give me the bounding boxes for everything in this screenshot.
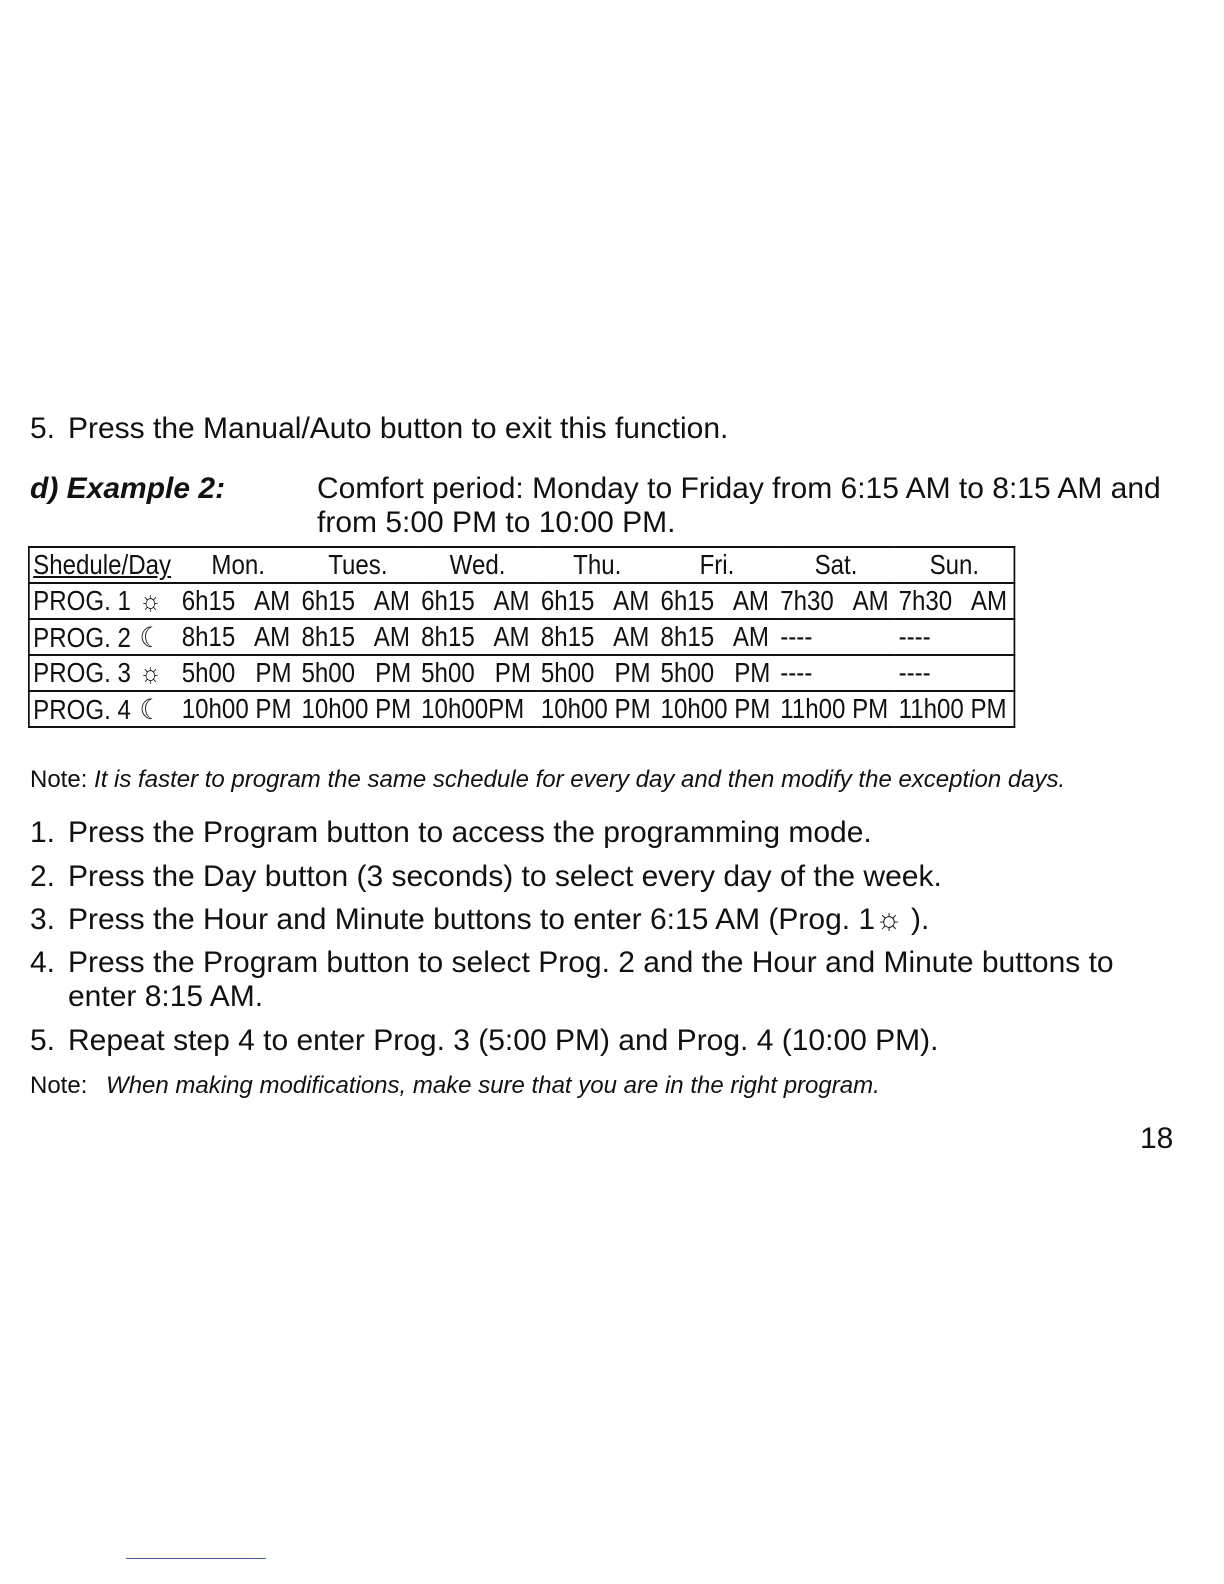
table-cell: ----	[895, 655, 1014, 691]
example-line-2: from 5:00 PM to 10:00 PM.	[317, 506, 676, 539]
table-cell: ----	[777, 619, 895, 655]
note-2	[30, 1072, 880, 1100]
note-text: It is faster to program the same schedule for every day and then modify the exception days.	[94, 766, 1066, 793]
step-number: 2.	[30, 860, 56, 893]
step-text: Press the Day button (3 seconds) to select every day of the week.	[68, 860, 942, 893]
step-text: Press the Manual/Auto button to exit this function.	[68, 412, 729, 445]
step-text: Press the Program button to select Prog. 2 and the Hour and Minute buttons to	[68, 946, 1114, 979]
moon-icon: ☾	[139, 621, 162, 653]
table-cell: 6h15 AM	[298, 583, 418, 619]
header-cell: Fri.	[657, 547, 777, 583]
moon-icon: ☾	[139, 693, 162, 725]
table-cell: ----	[777, 655, 895, 691]
note-label: Note:	[30, 766, 88, 793]
table-cell: 5h00 PM	[418, 655, 538, 691]
program-label: PROG. 1	[33, 585, 131, 616]
program-label: PROG. 4	[33, 693, 131, 725]
table-cell: ----	[895, 619, 1014, 655]
table-cell: 10h00 PM	[178, 691, 298, 727]
program-label: PROG. 3	[33, 657, 131, 688]
program-cell	[29, 655, 178, 691]
example-line-1: Comfort period: Monday to Friday from 6:15 AM to 8:15 AM and	[317, 472, 1161, 505]
step-number: 1.	[30, 816, 56, 849]
table-cell: 5h00 PM	[298, 655, 418, 691]
example-label: d) Example 2:	[30, 472, 226, 505]
step-number: 3.	[30, 903, 56, 936]
step-number: 5.	[30, 1024, 56, 1057]
header-cell: Tues.	[298, 547, 418, 583]
table-cell: 7h30 AM	[895, 583, 1014, 619]
table-cell: 5h00 PM	[178, 655, 298, 691]
header-cell: Wed.	[418, 547, 538, 583]
note-label: Note:	[30, 1072, 88, 1099]
table-cell: 8h15 AM	[537, 619, 657, 655]
step-2	[30, 860, 942, 894]
step-3	[30, 903, 929, 937]
table-cell: 8h15 AM	[178, 619, 298, 655]
schedule-table	[28, 546, 1015, 728]
footer-rule	[126, 1558, 266, 1559]
table-cell: 10h00PM	[418, 691, 538, 727]
header-cell: Sun.	[895, 547, 1014, 583]
note-text: When making modifications, make sure that you are in the right program.	[106, 1072, 880, 1099]
step-text: Repeat step 4 to enter Prog. 3 (5:00 PM) and Prog. 4 (10:00 PM).	[68, 1024, 939, 1057]
table-cell: 11h00 PM	[895, 691, 1014, 727]
step-1	[30, 816, 872, 850]
table-cell: 6h15 AM	[418, 583, 538, 619]
step-text: Press the Hour and Minute buttons to enter 6:15 AM (Prog. 1	[68, 903, 876, 936]
table-row	[29, 691, 1015, 727]
step-text: Press the Program button to access the programming mode.	[68, 816, 872, 849]
note-1	[30, 766, 1065, 794]
table-row	[29, 655, 1015, 691]
step-5	[30, 1024, 938, 1058]
program-cell	[29, 583, 178, 619]
step-5-top	[30, 412, 728, 446]
page-number: 18	[1140, 1122, 1174, 1155]
table-cell: 10h00 PM	[298, 691, 418, 727]
table-cell: 6h15 AM	[537, 583, 657, 619]
table-cell: 8h15 AM	[657, 619, 777, 655]
step-number: 4.	[30, 946, 56, 979]
program-cell	[29, 619, 178, 655]
table-cell: 11h00 PM	[777, 691, 895, 727]
program-cell	[29, 691, 178, 727]
step-4	[30, 946, 1114, 980]
table-row	[29, 619, 1015, 655]
table-cell: 10h00 PM	[657, 691, 777, 727]
table-cell: 6h15 AM	[657, 583, 777, 619]
header-cell: Mon.	[178, 547, 298, 583]
sun-icon: ☼	[139, 657, 162, 688]
sun-icon: ☼	[139, 585, 162, 616]
table-cell: 8h15 AM	[298, 619, 418, 655]
header-cell: Thu.	[537, 547, 657, 583]
step-number: 5.	[30, 412, 56, 445]
table-cell: 10h00 PM	[537, 691, 657, 727]
sun-icon: ☼	[875, 903, 903, 936]
table-cell: 7h30 AM	[777, 583, 895, 619]
step-4-continued: enter 8:15 AM.	[68, 980, 264, 1013]
program-label: PROG. 2	[33, 621, 131, 653]
table-row	[29, 583, 1015, 619]
step-text-end: ).	[902, 903, 930, 936]
header-cell: Sat.	[777, 547, 895, 583]
table-cell: 5h00 PM	[537, 655, 657, 691]
table-cell: 8h15 AM	[418, 619, 538, 655]
header-cell: Shedule/Day	[29, 547, 178, 583]
table-cell: 5h00 PM	[657, 655, 777, 691]
table-header-row	[29, 547, 1015, 583]
table-cell: 6h15 AM	[178, 583, 298, 619]
